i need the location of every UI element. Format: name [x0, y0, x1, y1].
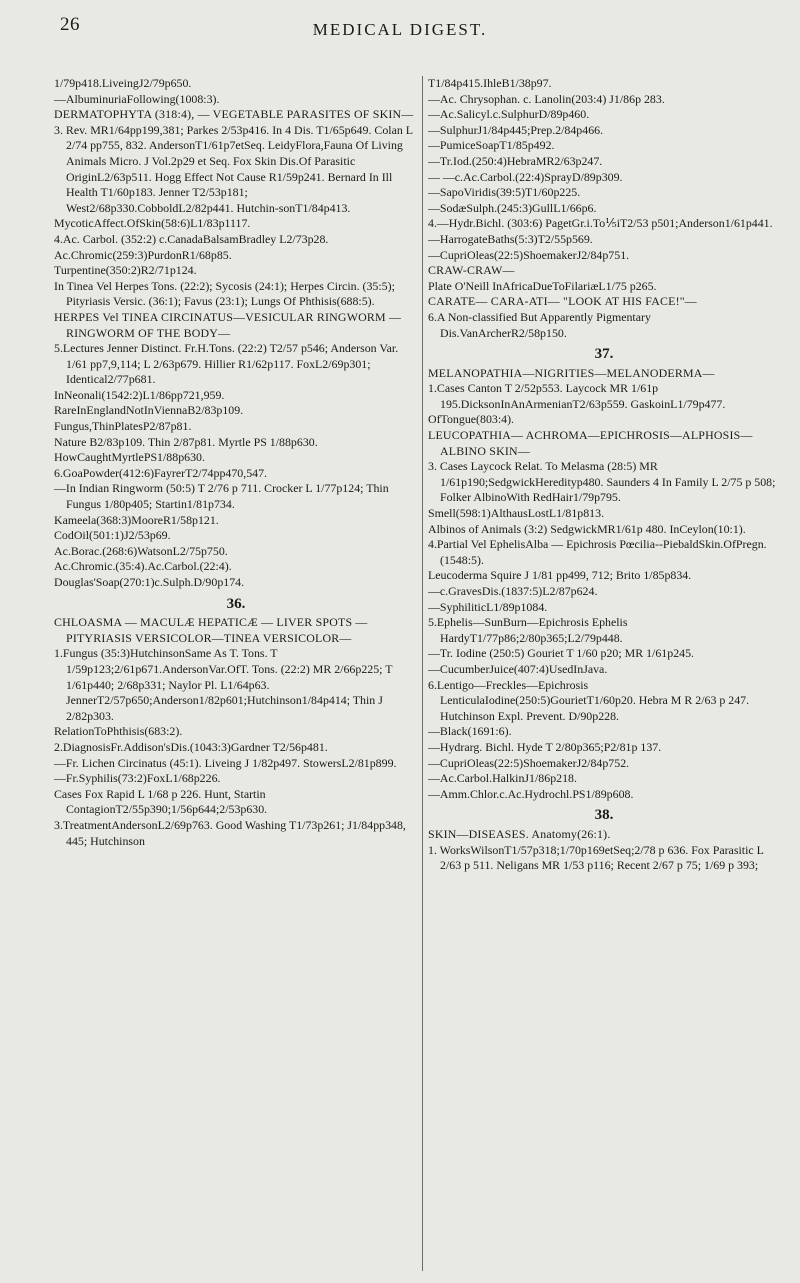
topic-heading: SKIN—DISEASES. Anatomy(26:1).: [428, 826, 611, 841]
index-entry: —AlbuminuriaFollowing(1008:3).: [54, 91, 220, 106]
topic-heading: LEUCOPATHIA— ACHROMA—EPICHROSIS—ALPHOSIS—ALBINO SKIN—: [428, 428, 753, 458]
index-entry: In Tinea Vel Herpes Tons. (22:2); Sycosis (24:1); Herpes Circin. (35:5); Pityriasis Versic. (36:1); Favus (23:1); Lungs Of Phthisis(688:5).: [54, 278, 395, 309]
index-entry: —c.GravesDis.(1837:5)L2/87p624.: [428, 584, 598, 598]
index-entry: —CupriOleas(22:5)ShoemakerJ2/84p751.: [428, 247, 630, 262]
index-entry: —Tr.Iod.(250:4)HebraMR2/63p247.: [428, 153, 603, 168]
page-number: 26: [60, 14, 80, 35]
index-entry: Smell(598:1)AlthausLostL1/81p813.: [428, 506, 605, 521]
index-entry: —In Indian Ringworm (50:5) T 2/76 p 711. Crocker L 1/77p124; Thin Fungus 1/80p405; Startin1/81p734.: [54, 481, 389, 512]
index-entry: —HarrogateBaths(5:3)T2/55p569.: [428, 231, 593, 246]
index-entry: —Ac. Chrysophan. c. Lanolin(203:4) J1/86p 283.: [428, 91, 665, 106]
index-entry: 1/79p418.LiveingJ2/79p650.: [54, 76, 192, 90]
index-entry: 5.Lectures Jenner Distinct. Fr.H.Tons. (22:2) T2/57 p546; Anderson Var. 1/61 pp7,9,114; L 2/63p679. Hillier R1/62p117. FoxL2/69p301; Identical2/77p681.: [54, 341, 399, 387]
index-entry: Ac.Chromic(259:3)PurdonR1/68p85.: [54, 247, 232, 262]
index-entry: 6.Lentigo—Freckles—Epichrosis LenticulaIodine(250:5)GourietT1/60p20. Hebra M R 2/63 p 247. Hutchinson Expl. Prevent. D/90p228.: [428, 677, 750, 723]
index-entry: Fungus,ThinPlatesP2/87p81.: [54, 419, 192, 434]
index-entry: —Black(1691:6).: [428, 724, 512, 739]
topic-heading: MELANOPATHIA—NIGRITIES—MELANODERMA—: [428, 365, 715, 380]
section-number: 38.: [594, 807, 614, 824]
right-column: [428, 76, 780, 1271]
index-entry: —Fr. Lichen Circinatus (45:1). Liveing J 1/82p497. StowersL2/81p899.: [54, 755, 397, 770]
index-entry: —Ac.Salicyl.c.SulphurD/89p460.: [428, 107, 590, 122]
index-entry: Nature B2/83p109. Thin 2/87p81. Myrtle PS 1/88p630.: [54, 434, 318, 449]
index-entry: —SyphiliticL1/89p1084.: [428, 599, 548, 614]
topic-heading: DERMATOPHYTA (318:4), — VEGETABLE PARASITES OF SKIN—: [54, 107, 414, 122]
index-entry: —CucumberJuice(407:4)UsedInJava.: [428, 661, 608, 676]
index-entry: CodOil(501:1)J2/53p69.: [54, 528, 171, 543]
section-number: 36.: [226, 595, 246, 612]
index-entry: InNeonali(1542:2)L1/86pp721,959.: [54, 387, 225, 402]
index-entry: 4.Ac. Carbol. (352:2) c.CanadaBalsamBradley L2/73p28.: [54, 231, 329, 246]
index-entry: —SulphurJ1/84p445;Prep.2/84p466.: [428, 122, 604, 137]
index-entry: Kameela(368:3)MooreR1/58p121.: [54, 512, 219, 527]
index-entry: Plate O'Neill InAfricaDueToFilariæL1/75 p265.: [428, 278, 657, 293]
index-entry: 1. WorksWilsonT1/57p318;1/70p169etSeq;2/78 p 636. Fox Parasitic L 2/63 p 511. Neligans MR 1/53 p116; Recent 2/67 p 75; 1/69 p 393;: [428, 842, 764, 873]
index-entry: Ac.Borac.(268:6)WatsonL2/75p750.: [54, 543, 228, 558]
index-entry: — —c.Ac.Carbol.(22:4)SprayD/89p309.: [428, 169, 623, 184]
topic-heading: CRAW-CRAW—: [428, 263, 515, 278]
index-entry: 3. Rev. MR1/64pp199,381; Parkes 2/53p416. In 4 Dis. T1/65p649. Colan L 2/74 pp755, 832. AndersonT1/61p7etSeq. LeidyFlora,Fauna Of Living Animals Micro. J Vol.2p29 et Seq. Fox Skin Dis.Of Parasitic OriginL2/63p511. Hogg Effect Not Cause R1/59p241. Bernard In Ill Health T1/60p183. Jenner T2/53p181; West2/68p330.CobboldL2/82p441. Hutchin-sonT1/84p413.: [54, 122, 413, 215]
topic-heading: CHLOASMA — MACULÆ HEPATICÆ — LIVER SPOTS — PITYRIASIS VERSICOLOR—TINEA VERSICOLOR—: [54, 615, 368, 645]
index-entry: 6.GoaPowder(412:6)FayrerT2/74pp470,547.: [54, 465, 268, 480]
index-entry: —SodæSulph.(245:3)GullL1/66p6.: [428, 200, 597, 215]
running-head: MEDICAL DIGEST.: [312, 20, 488, 39]
index-entry: —Ac.Carbol.HalkinJ1/86p218.: [428, 771, 577, 786]
index-entry: Ac.Chromic.(35:4).Ac.Carbol.(22:4).: [54, 559, 232, 574]
index-entry: 3.TreatmentAndersonL2/69p763. Good Washing T1/73p261; J1/84pp348, 445; Hutchinson: [54, 817, 406, 848]
index-entry: Douglas'Soap(270:1)c.Sulph.D/90p174.: [54, 575, 245, 589]
index-entry: —Fr.Syphilis(73:2)FoxL1/68p226.: [54, 771, 221, 786]
index-entry: 4.Partial Vel EphelisAlba — Epichrosis Pœcilia--PiebaldSkin.OfPregn.(1548:5).: [428, 537, 767, 567]
index-entry: Albinos of Animals (3:2) SedgwickMR1/61p 480. InCeylon(10:1).: [428, 521, 746, 536]
index-entry: HowCaughtMyrtlePS1/88p630.: [54, 450, 205, 465]
index-entry: Turpentine(350:2)R2/71p124.: [54, 263, 197, 278]
topic-heading: HERPES Vel TINEA CIRCINATUS—VESICULAR RINGWORM — RINGWORM OF THE BODY—: [54, 309, 402, 340]
index-entry: 3. Cases Laycock Relat. To Melasma (28:5) MR 1/61p190;SedgwickHeredityp480. Saunders 4 In Family L 2/75 p 508; Folker AlbinoWith RedHair1/79p795.: [428, 459, 776, 505]
index-entry: RelationToPhthisis(683:2).: [54, 724, 183, 739]
index-entry: —Tr. Iodine (250:5) Gouriet T 1/60 p20; MR 1/61p245.: [428, 646, 695, 661]
index-entry: T1/84p415.IhleB1/38p97.: [428, 76, 552, 90]
section-number: 37.: [594, 346, 614, 363]
index-entry: 2.DiagnosisFr.Addison'sDis.(1043:3)Gardner T2/56p481.: [54, 739, 328, 754]
index-entry: —Amm.Chlor.c.Ac.Hydrochl.PS1/89p608.: [428, 786, 634, 801]
index-entry: OfTongue(803:4).: [428, 412, 515, 427]
index-entry: Leucoderma Squire J 1/81 pp499, 712; Brito 1/85p834.: [428, 568, 692, 583]
index-entry: 1.Fungus (35:3)HutchinsonSame As T. Tons. T 1/59p123;2/61p671.AndersonVar.OfT. Tons. (22:2) MR 2/66p225; T 1/61p440; 2/68p331; Naylor Pl. L1/64p63. JennerT2/57p650;Anderson1/82p601;Hutchinson1/84p414; Thin J 2/82p303.: [54, 646, 393, 723]
left-column: [54, 76, 423, 1271]
index-entry: Cases Fox Rapid L 1/68 p 226. Hunt, Startin ContagionT2/55p390;1/56p644;2/53p630.: [54, 786, 268, 817]
index-entry: —CupriOleas(22:5)ShoemakerJ2/84p752.: [428, 755, 630, 770]
topic-heading: CARATE— CARA-ATI— "LOOK AT HIS FACE!"—: [428, 294, 697, 309]
index-entry: —SapoViridis(39:5)T1/60p225.: [428, 185, 581, 200]
index-entry: —Hydrarg. Bichl. Hyde T 2/80p365;P2/81p 137.: [428, 739, 662, 754]
index-entry: RareInEnglandNotInViennaB2/83p109.: [54, 403, 244, 418]
index-entry: —PumiceSoapT1/85p492.: [428, 138, 555, 153]
index-entry: 1.Cases Canton T 2/52p553. Laycock MR 1/61p 195.DicksonInAnArmenianT2/63p559. GaskoinL1/79p477.: [428, 381, 726, 411]
index-entry: 4.—Hydr.Bichl. (303:6) PagetGr.i.To⅕iT2/53 p501;Anderson1/61p441.: [428, 216, 773, 231]
index-entry: 6.A Non-classified But Apparently Pigmentary Dis.VanArcherR2/58p150.: [428, 309, 651, 340]
index-entry: 5.Ephelis—SunBurn—Epichrosis Ephelis HardyT1/77p86;2/80p365;L2/79p448.: [428, 615, 628, 645]
index-entry: MycoticAffect.OfSkin(58:6)L1/83p1117.: [54, 216, 251, 231]
